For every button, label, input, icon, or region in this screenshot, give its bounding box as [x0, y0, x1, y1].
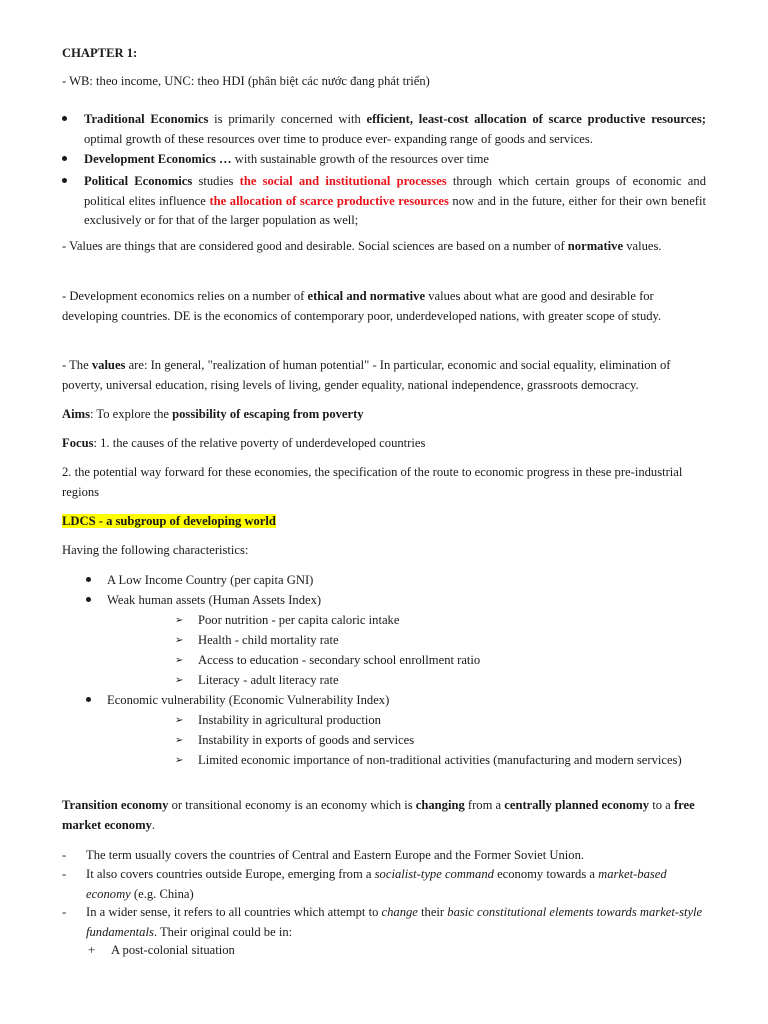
aims-line: Aims: To explore the possibility of escaping from poverty — [62, 407, 364, 421]
paragraph-development: - Development economics relies on a number of ethical and normative values about what are good and desirable for developing countries. DE is the economics of contemporary poor, underdeveloped nations, with greater scope of study. — [62, 289, 662, 323]
bullet-icon — [86, 591, 100, 611]
bullet-traditional: Traditional Economics is primarily concerned with efficient, least-cost allocation of scarce productive resources; optimal growth of these resources over time to produce ever- expanding range of goods and services. — [84, 112, 706, 146]
plus-bullet: + — [88, 943, 96, 957]
ldc-subitem: Access to education - secondary school enrollment ratio — [198, 653, 481, 667]
characteristics-intro: Having the following characteristics: — [62, 543, 249, 557]
bullet-icon — [62, 172, 76, 192]
ldc-subitem: Health - child mortality rate — [198, 633, 339, 647]
ldc-subitem: Limited economic importance of non-traditional activities (manufacturing and modern services) — [198, 753, 682, 767]
ldcs-heading: LDCS - a subgroup of developing world — [62, 514, 276, 528]
focus-line: Focus: 1. the causes of the relative poverty of underdeveloped countries — [62, 436, 426, 450]
ldc-subitem: Instability in exports of goods and services — [198, 733, 415, 747]
dash-bullet: - — [62, 848, 67, 862]
ldc-item: A Low Income Country (per capita GNI) — [107, 573, 314, 587]
dash-item: In a wider sense, it refers to all countries which attempt to change their basic constitutional elements towards market-style fundamentals. Their original could be in: — [86, 905, 703, 939]
ldc-subitem: Literacy - adult literacy rate — [198, 673, 339, 687]
bullet-icon — [62, 150, 76, 170]
dash-bullet: - — [62, 867, 67, 881]
dash-bullet: - — [62, 905, 67, 919]
bullet-icon — [86, 691, 100, 711]
intro-line: - WB: theo income, UNC: theo HDI (phân biệt các nước đang phát triển) — [62, 74, 430, 88]
ldc-subitem: Poor nutrition - per capita caloric intake — [198, 613, 400, 627]
bullet-political: Political Economics studies the social and institutional processes through which certain groups of economic and political elites influence the allocation of scarce productive resources now and in the future, either for their own benefit exclusively or for that of the larger population as well; — [84, 174, 706, 228]
dash-item: The term usually covers the countries of Central and Eastern Europe and the Former Soviet Union. — [86, 848, 585, 862]
ldc-item: Economic vulnerability (Economic Vulnerability Index) — [107, 693, 390, 707]
dash-item: It also covers countries outside Europe, emerging from a socialist-type command economy towards a market-based economy (e.g. China) — [86, 867, 667, 901]
arrow-bullet-icon: ➢ — [175, 655, 184, 666]
arrow-bullet-icon: ➢ — [175, 635, 184, 646]
arrow-bullet-icon: ➢ — [175, 715, 184, 726]
arrow-bullet-icon: ➢ — [175, 755, 184, 766]
arrow-bullet-icon: ➢ — [175, 675, 184, 686]
chapter-title: CHAPTER 1: — [62, 46, 138, 60]
arrow-bullet-icon: ➢ — [175, 735, 184, 746]
plus-item: A post-colonial situation — [111, 943, 235, 957]
transition-paragraph: Transition economy or transitional economy is an economy which is changing from a centrally planned economy to a free market economy. — [62, 798, 695, 832]
arrow-bullet-icon: ➢ — [175, 615, 184, 626]
paragraph-the-values: - The values are: In general, "realization of human potential" - In particular, economic and social equality, elimination of poverty, universal education, rising levels of living, gender equality, national independence, grassroots democracy. — [62, 358, 671, 392]
ldc-subitem: Instability in agricultural production — [198, 713, 381, 727]
focus-line-2: 2. the potential way forward for these economies, the specification of the route to economic progress in these pre-industrial regions — [62, 465, 683, 499]
bullet-icon — [62, 110, 76, 130]
bullet-icon — [86, 571, 100, 591]
bullet-development: Development Economics … with sustainable growth of the resources over time — [84, 152, 490, 166]
paragraph-values: - Values are things that are considered good and desirable. Social sciences are based on a number of normative values. — [62, 239, 662, 253]
ldc-item: Weak human assets (Human Assets Index) — [107, 593, 322, 607]
